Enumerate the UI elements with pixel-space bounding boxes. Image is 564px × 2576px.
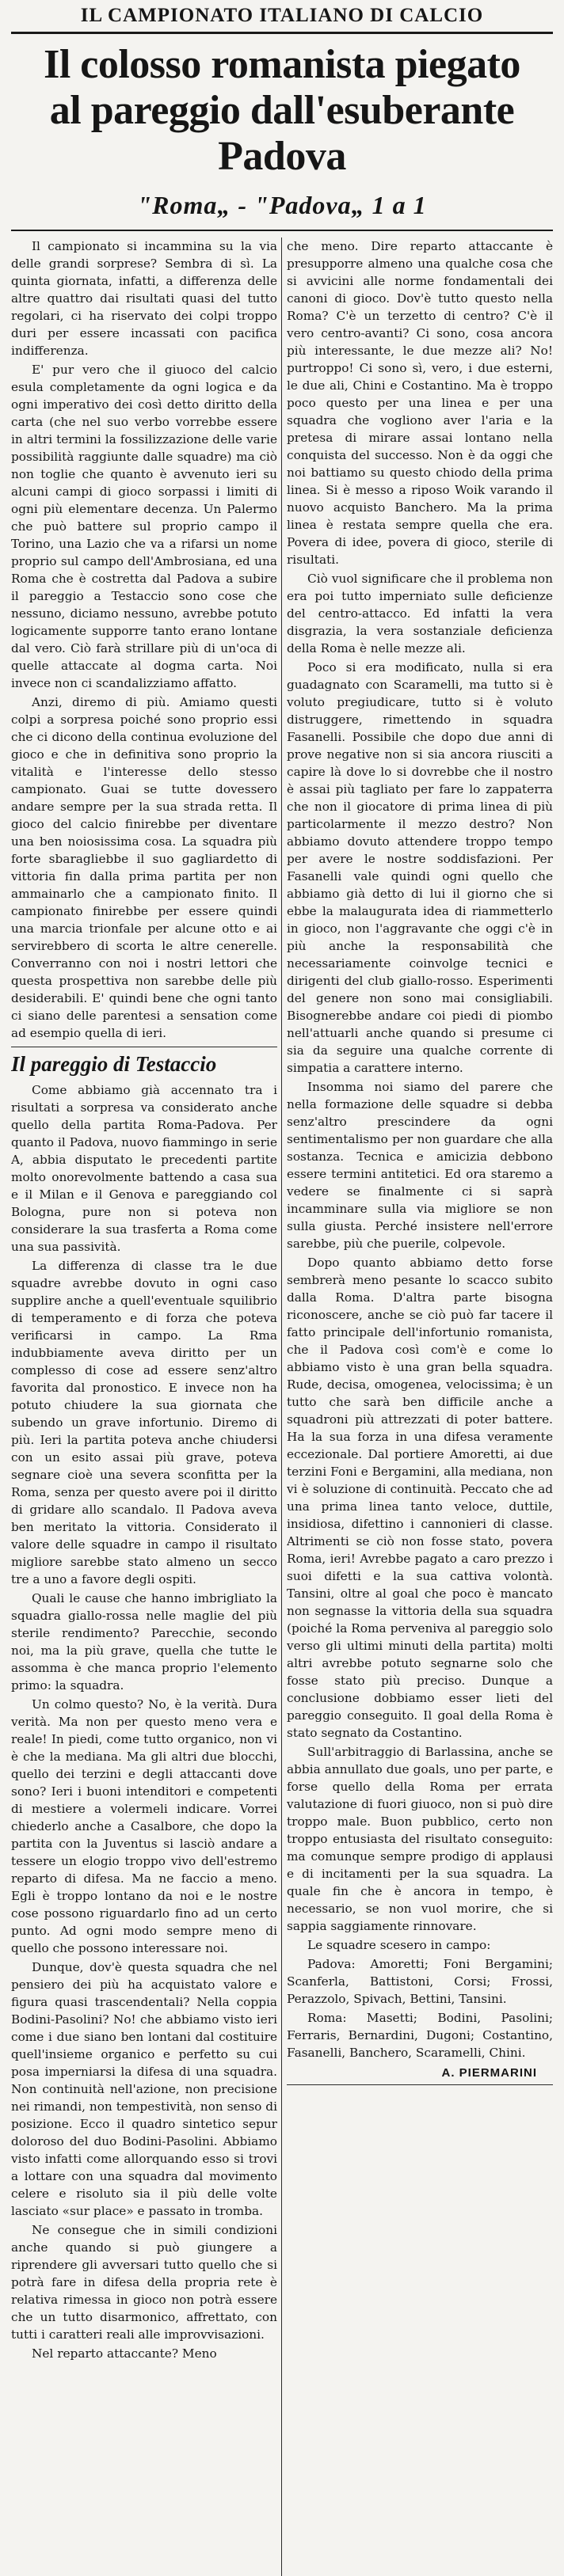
headline-line-2: al pareggio dall'esuberante Padova bbox=[49, 88, 515, 179]
match-result-subhead: "Roma„ - "Padova„ 1 a 1 bbox=[137, 191, 427, 219]
paragraph: Quali le cause che hanno imbrigliato la squadra giallo-rossa nelle maglie del più sterile rendimento? Parecchie, secondo noi, ma la più grave, quella che tutte le assomma è che manca proprio l'elemento primo: la squadra. bbox=[11, 1591, 277, 1693]
article-body bbox=[11, 237, 553, 2576]
signature-rule bbox=[287, 2084, 553, 2085]
paragraph: Insomma noi siamo del parere che nella formazione delle squadre si debba senz'altro prescindere da ogni sentimentalismo per non guardare che alla sostanza. Tecnica e amicizia debbono essere termini antitetici. Ed ora staremo a vedere se finalmente ci si saprà incamminare sulla via migliore se non sulla giusta. Perché insistere nell'errore sarebbe, più che puerile, colpevole. bbox=[287, 1080, 553, 1251]
paragraph: Dopo quanto abbiamo detto forse sembrerà meno pesante lo scacco subito dalla Roma. D'altra parte bisogna riconoscere, anche se ciò può far tacere il fatto principale dell'infortunio romanista, che il Padova così com'è e come lo abbiamo visto è una gran bella squadra. Rude, decisa, omogenea, velocissima; è un tutto che sarà ben difficile anche a squadroni più attrezzati di poter battere. Ha la sua forza in una difesa veramente eccezionale. Dal portiere Amoretti, ai due terzini Foni e Bergamini, alla mediana, non vi è soluzione di continuità. Peccato che ad una prima linea tanto veloce, duttile, insidiosa, difettino i cannonieri di classe. Altrimenti se ciò non fosse stato, povera Roma, ieri! Avrebbe pagato a caro prezzo i suoi difetti e la sua cattiva volontà. Tansini, oltre al goal che poco è mancato non segnasse la vittoria della sua squadra (poiché la Roma perveniva al pareggio solo verso gli ultimi minuti della partita) molti altri avrebbe potuto segnarne solo che fosse stato più preciso. Dunque a conclusione dobbiamo esser lieti del pareggio conseguito. Il goal della Roma è stato segnato da Costantino. bbox=[287, 1256, 553, 1740]
paragraph: Ne consegue che in simili condizioni anche quando si può giungere a riprendere gli avversari tutto quello che si potrà fare in difesa della propria rete è relativa rimessa in gioco non potrà essere che un tutto disarmonico, affrettato, con tutti i caratteri reali alle improvvisazioni. bbox=[11, 2223, 277, 2342]
section-kicker: IL CAMPIONATO ITALIANO DI CALCIO bbox=[11, 5, 553, 34]
header-rule bbox=[11, 230, 553, 231]
paragraph: che meno. Dire reparto attaccante è presupporre almeno una qualche cosa che si avvicini alle norme fondamentali dei canoni di gioco. Dov'è tutto questo nella Roma? C'è un terzetto di centro? C'è il vero centro-avanti? Ci sono, cosa ancora più interessante, le due mezze ali? No! purtroppo! Ci sono sì, vero, i due esterni, le due ali, Chini e Costantino. Ma è troppo poco questo per una linea e per una squadra che vogliono aver l'aria e la pretesa di mirare assai lontano nella conquista del successo. Non è da oggi che noi battiamo su questo chiodo della prima linea. Si è messo a riposo Woik varando il nuovo acquisto Banchero. Ma la prima linea è restata sempre quella che era. Povera di idee, povera di gioco, sterile di risultati. bbox=[287, 239, 553, 567]
lineup-roma: Roma: Masetti; Bodini, Pasolini; Ferraris, Bernardini, Dugoni; Costantino, Fasanelli, Banchero, Scaramelli, Chini. bbox=[287, 2011, 553, 2060]
paragraph: Sull'arbitraggio di Barlassina, anche se abbia annullato due goals, uno per parte, e forse quello della Roma per errata valutazione di fuori giuoco, non si può dire troppo male. Buon pubblico, certo non troppo entusiasta del risultato conseguito: ma comunque sempre prodigo di applausi e di incitamenti per la sua squadra. La quale fin che è ancora in tempo, è necessario, se non vuol morire, che si sappia saggiamente rinnovare. bbox=[287, 1745, 553, 1933]
paragraph: E' pur vero che il giuoco del calcio esula completamente da ogni logica e da ogni imperativo dei così detto diritto della carta (che nel suo verbo vorrebbe essere in altri termini la fossilizzazione delle varie possibilità raggiunte dalle squadre) ma ciò non toglie che quanto è avvenuto ieri su alcuni campi di gioco sorpassi i limiti di ogni più elementare decenza. Un Palermo che può battere sul proprio campo il Torino, una Lazio che va a rifarsi un nome proprio sul campo dell'Ambrosiana, ed una Roma che è costretta dal Padova a subire il pareggio a Testaccio sono cose che nessuno, diciamo nessuno, avrebbe potuto logicamente supporre tanto erano lontane dal vero. Ciò farà strillare più di un'oca di quelle attaccate al dogma carta. Noi invece non ci scandalizziamo affatto. bbox=[11, 363, 277, 690]
paragraph: Un colmo questo? No, è la verità. Dura verità. Ma non per questo meno vera e reale! In piedi, come tutto organico, non vi è che la mediana. Ma gli altri due blocchi, quello dei terzini e degli attaccanti dove sono? Ieri i buoni intenditori e competenti di mestiere a volermeli indicare. Vorrei chiederlo anche a Casalbore, che dopo la partita con la Juventus si lasciò andare a tessere un elogio troppo vivo dell'estremo reparto di difesa. Ma ne faccio a meno. Egli è troppo lontano da noi e le nostre cose possono riguardarlo fino ad un certo punto. Ad ogni modo sempre meno di quello che possono interessare noi. bbox=[11, 1697, 277, 1955]
right-column bbox=[287, 237, 553, 2576]
paragraph: Come abbiamo già accennato tra i risultati a sorpresa va considerato anche quello della partita Roma-Padova. Per quanto il Padova, nuovo fiammingo in serie A, abbia disputato le precedenti partite molto onorevolmente battendo a casa sua e il Milan e il Genova e pareggiando col Bologna, pure non si poteva non considerare la sua trasferta a Roma come una sua passività. bbox=[11, 1083, 277, 1254]
paragraph: Nel reparto attaccante? Meno bbox=[32, 2346, 217, 2361]
paragraph: La differenza di classe tra le due squadre avrebbe dovuto in ogni caso supplire anche a quell'eventuale squilibrio di temperamento e di forza che poteva verificarsi in campo. La Rma indubbiamente aveva diritto per un complesso di cose ad essere senz'altro favorita dal pronostico. E invece non ha potuto chiudere la sua giornata che subendo un grave infortunio. Diremo di più. Ieri la partita poteva anche chiudersi con un esito assai più grave, poteva segnare cioè una severa sconfitta per la Roma, senza per questo avere poi il diritto di gridare allo scandalo. Il Padova aveva ben meritato la vittoria. Considerato il valore delle squadre in campo il risultato migliore sarebbe stato almeno un secco tre a uno a favore degli ospiti. bbox=[11, 1259, 277, 1586]
paragraph: Ciò vuol significare che il problema non era poi tutto imperniato sulle deficienze del centro-attacco. Ed infatti la vera disgrazia, la vera sostanziale deficienza della Roma è nelle mezze ali. bbox=[287, 572, 553, 655]
headline bbox=[11, 42, 553, 180]
author-signature: A. PIERMARINI bbox=[441, 2066, 537, 2080]
paragraph: Le squadre scesero in campo: bbox=[307, 1938, 491, 1952]
lineup-padova: Padova: Amoretti; Foni Bergamini; Scanferla, Battistoni, Corsi; Frossi, Perazzolo, Spivach, Bettini, Tansini. bbox=[287, 1957, 553, 2006]
section-title: Il pareggio di Testaccio bbox=[11, 1047, 277, 1077]
paragraph: Poco si era modificato, nulla si era guadagnato con Scaramelli, ma tutto si è voluto pregiudicare, tutto si è voluto distruggere, rimettendo in squadra Fasanelli. Possibile che dopo due anni di prove negative non si sia ancora riusciti a capire là dove lo si dovrebbe che il nostro è assai più tagliato per fare lo zappaterra che non il giocatore di prima linea di più particolarmente il mezzo destro? Non abbiamo dovuto attendere troppo tempo per avere le nostre soddisfazioni. Per Fasanelli vale quindi ogni quello che abbiamo già detto di lui il giorno che si ebbe la malaugurata idea di riammetterlo in gioco, non l'aggravante che oggi c'è in più anche la responsabilità che necessariamente coinvolge tecnici e dirigenti del club giallo-rosso. Esperimenti del genere non sono mai consigliabili. Bisognerebbe andare coi piedi di piombo nell'attuarli anche quando si presume ci sia da seguire una qualche corrente di simpatia a carattere interno. bbox=[287, 660, 553, 1075]
headline-line-1: Il colosso romanista piegato bbox=[44, 42, 520, 87]
paragraph: Dunque, dov'è questa squadra che nel pensiero dei più ha acquistato valore e figura quasi trascendentali? Nella coppia Bodini-Pasolini? No! che abbiamo visto ieri come i due siano ben lontani dal costituire quell'insieme organico e perfetto su cui posa imperniarsi la difesa di una squadra. Non continuità nell'azione, non precisione nei rimandi, non tempestività, non senso di posizione. Ecco il quadro sintetico sepur doloroso del duo Bodini-Pasolini. Abbiamo visto infatti come allorquando esso si trovi a lottare con una squadra dal movimento celere e risoluto sia il più delle volte lasciato «sur place» e passato in tromba. bbox=[11, 1960, 277, 2218]
paragraph: Anzi, diremo di più. Amiamo questi colpi a sorpresa poiché sono proprio essi che ci dicono della continua evoluzione del gioco e che in definitiva sono proprio la vitalità e l'interesse dello stesso campionato. Guai se tutte dovessero andare sempre per la sua strada retta. Il gioco del calcio finirebbe per diventare una ben noiosissima cosa. La squadra più forte sbaragliebbe il suo gagliardetto di vittoria fin dalla prima partita per non ammainarlo che a campionato finito. Il campionato finirebbe per essere quindi una marcia trionfale per alcune otto e ai servirebbero di scorta le altre cenerelle. Converranno con noi i nostri lettori che questa prospettiva non sarebbe delle più desiderabili. E' quindi bene che ogni tanto ci siano delle parentesi a sensation come ad esempio quella di ieri. bbox=[11, 695, 277, 1040]
column-divider bbox=[281, 237, 282, 2576]
team-lineups bbox=[287, 1955, 553, 2061]
paragraph: Il campionato si incammina su la via delle grandi sorprese? Sembra di sì. La quinta giornata, infatti, a differenza delle altre quattro dai risultati quasi del tutto regolari, ci ha riservato dei colpi troppo duri per essere incassati con pacifica indifferenza. bbox=[11, 239, 277, 358]
left-column bbox=[11, 237, 277, 2576]
